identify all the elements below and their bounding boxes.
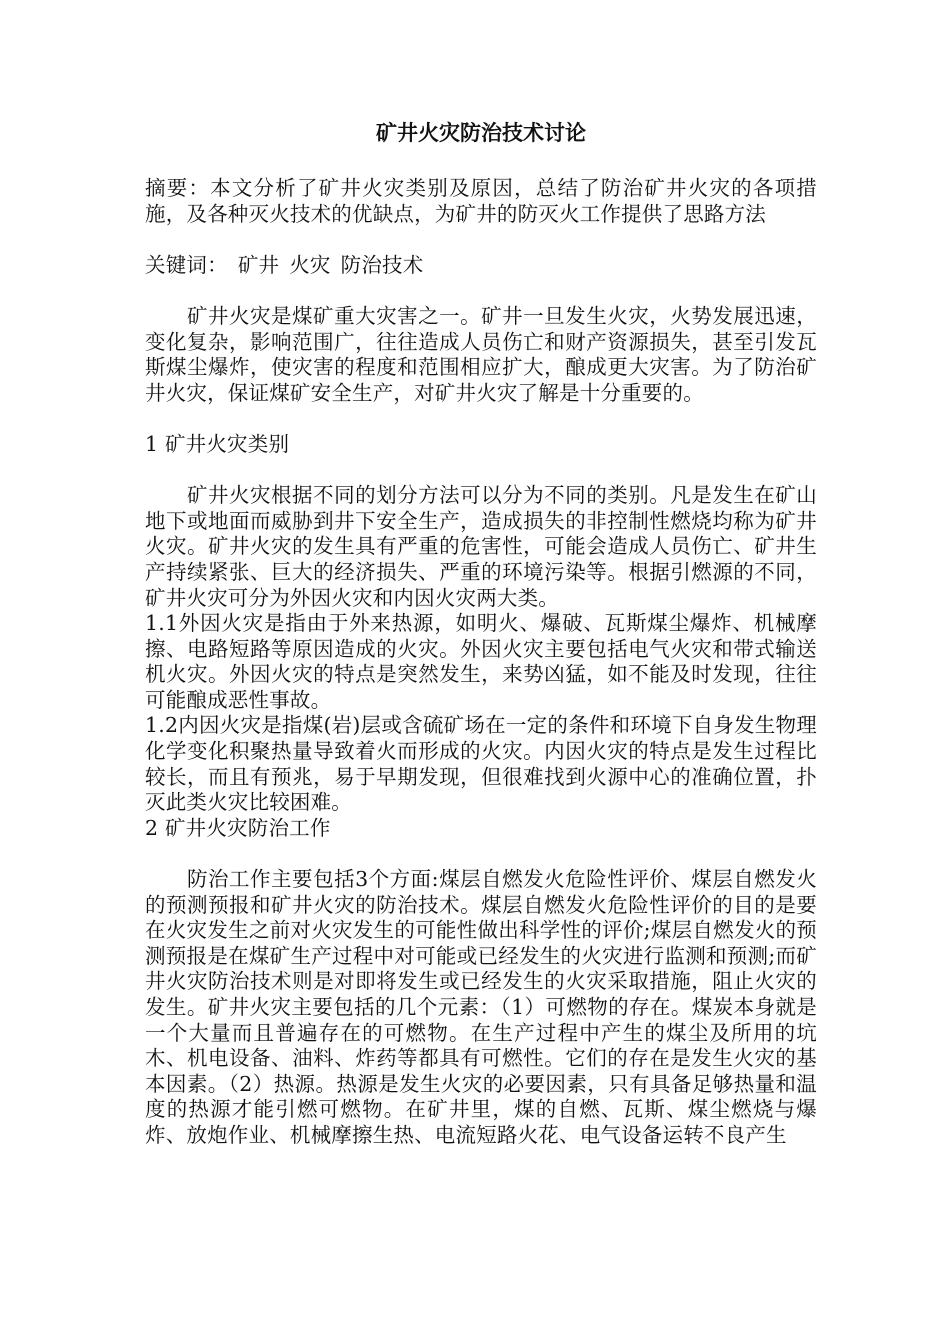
section-1-paragraph: 矿井火灾根据不同的划分方法可以分为不同的类别。凡是发生在矿山地下或地面而威胁到井下安全生产，造成损失的非控制性燃烧均称为矿井火灾。矿井火灾的发生具有严重的危害性，可能会造成人员伤亡、矿井生产持续紧张、巨大的经济损失、严重的环境污染等。根据引燃源的不同，矿井火灾可分为外因火灾和内因火灾两大类。 [145,483,817,610]
spacer [145,406,817,432]
section-1-heading: 1 矿井火灾类别 [145,431,290,456]
keyword: 火灾 [289,252,331,277]
keyword: 矿井 [237,252,280,277]
spacer [145,458,817,484]
section-2-paragraph: 防治工作主要包括3个方面:煤层自燃发火危险性评价、煤层自燃发火的预测预报和矿井火灾的防治技术。煤层自燃发火危险性评价的目的是要在火灾发生之前对火灾发生的可能性做出科学性的评价;煤层自燃发火的预测预报是在煤矿生产过程中对可能或已经发生的火灾进行监测和预测;而矿井火灾防治技术则是对即将发生或已经发生的火灾采取措施，阻止火灾的发生。矿井火灾主要包括的几个元素：（1）可燃物的存在。煤炭本身就是一个大量而且普遍存在的可燃物。在生产过程中产生的煤尘及所用的坑木、机电设备、油料、炸药等都具有可燃性。它们的存在是发生火灾的基本因素。（2）热源。热源是发生火灾的必要因素，只有具备足够热量和温度的热源才能引燃可燃物。在矿井里，煤的自燃、瓦斯、煤尘燃烧与爆炸、放炮作业、机械摩擦生热、电流短路火花、电气设备运转不良产生 [145,867,817,1147]
spacer [145,278,817,304]
keyword: 防治技术 [340,252,424,277]
section-1-1-paragraph: 1.1外因火灾是指由于外来热源，如明火、爆破、瓦斯煤尘爆炸、机械摩擦、电路短路等原因造成的火灾。外因火灾主要包括电气火灾和带式输送机火灾。外因火灾的特点是突然发生，来势凶猛，如不能及时发现，往往可能酿成恶性事故。 [145,611,817,712]
section-1-2-paragraph: 1.2内因火灾是指煤(岩)层或含硫矿场在一定的条件和环境下自身发生物理化学变化积聚热量导致着火而形成的火灾。内因火灾的特点是发生过程比较长，而且有预兆，易于早期发现，但很难找到火源中心的准确位置，扑灭此类火灾比较困难。 [145,713,817,815]
section-2-heading: 2 矿井火灾防治工作 [145,815,331,840]
abstract: 摘要：本文分析了矿井火灾类别及原因，总结了防治矿井火灾的各项措施，及各种灭火技术的优缺点，为矿井的防灭火工作提供了思路方法 [145,176,817,226]
document-page [145,118,817,1149]
intro-paragraph: 矿井火灾是煤矿重大灾害之一。矿井一旦发生火灾，火势发展迅速，变化复杂，影响范围广，往往造成人员伤亡和财产资源损失，甚至引发瓦斯煤尘爆炸，使灾害的程度和范围相应扩大，酿成更大灾害。为了防治矿井火灾，保证煤矿安全生产，对矿井火灾了解是十分重要的。 [145,303,817,405]
keywords-label: 关键词： [145,252,228,277]
spacer [145,841,817,867]
keywords-line [145,253,817,279]
spacer [145,227,817,253]
document-title: 矿井火灾防治技术讨论 [376,120,586,145]
